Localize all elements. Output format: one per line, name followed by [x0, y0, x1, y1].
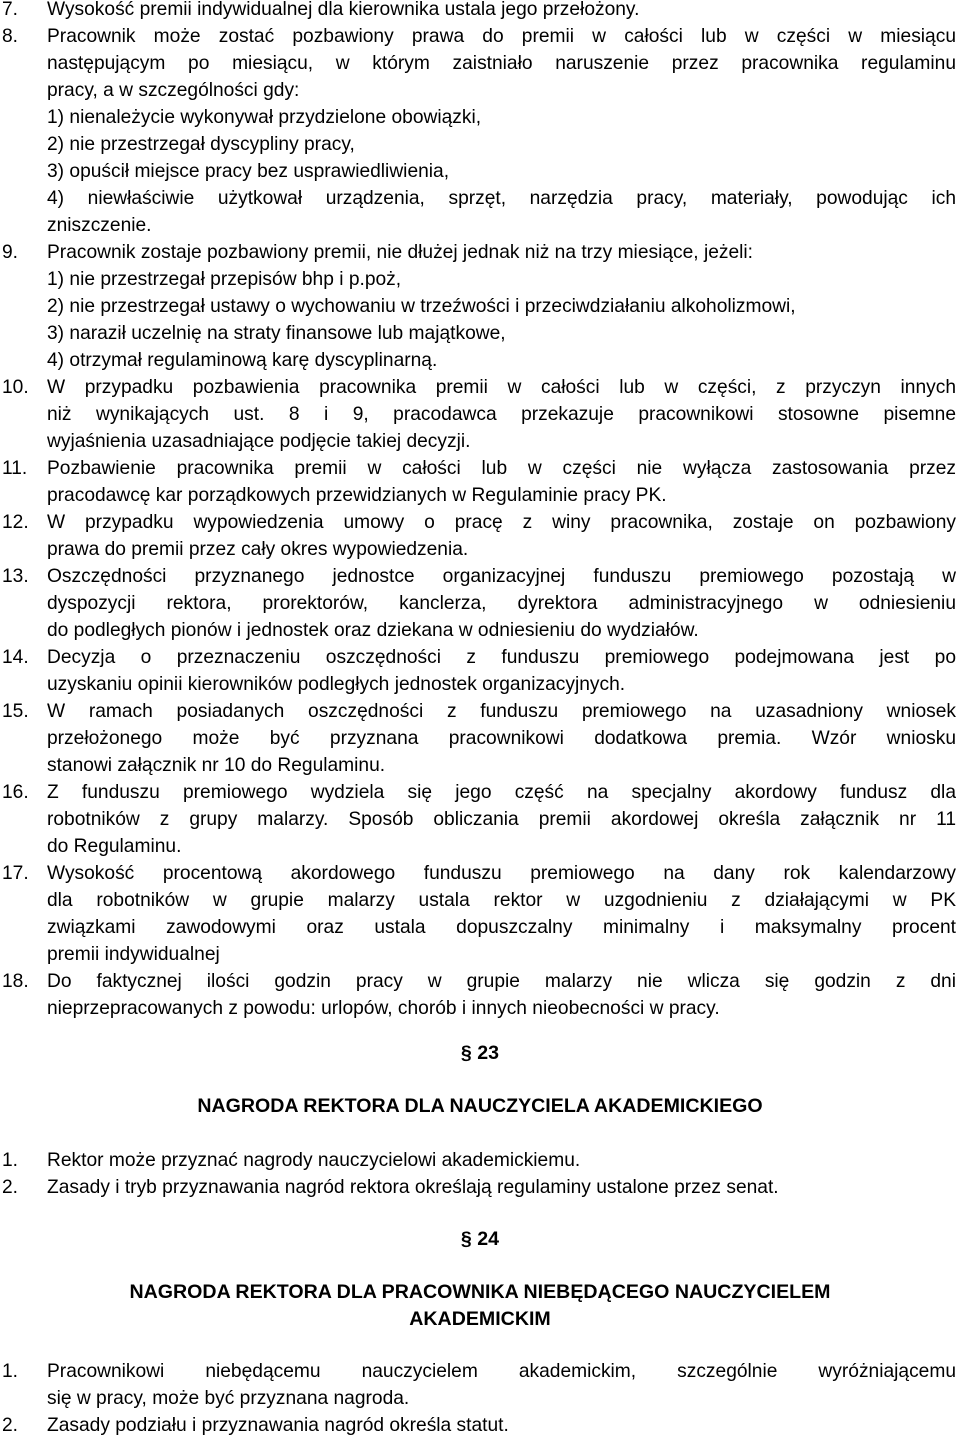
item-number: 2. — [2, 1415, 19, 1436]
paragraph-line — [0, 185, 960, 212]
item-text: Wysokość procentową akordowego funduszu premiowego na dany rok kalendarzowy — [47, 863, 956, 884]
section-24-heading-line-1: NAGRODA REKTORA DLA PRACOWNIKA NIEBĘDĄCEGO NAUCZYCIELEM — [129, 1281, 831, 1303]
paragraph-line — [0, 77, 960, 104]
item-text: W ramach posiadanych oszczędności z funduszu premiowego na uzasadniony wniosek — [47, 701, 956, 722]
item-text: przełożonego może być przyznana pracownikowi dodatkowa premia. Wzór wniosku — [47, 728, 956, 749]
paragraph-line — [0, 320, 960, 347]
paragraph-line — [0, 0, 960, 23]
item-text: następującym po miesiącu, w którym zaistniało naruszenie przez pracownika regulaminu — [47, 53, 956, 74]
section-24-item — [0, 1412, 960, 1439]
paragraph-line — [0, 779, 960, 806]
section-23-heading: NAGRODA REKTORA DLA NAUCZYCIELA AKADEMICKIEGO — [197, 1095, 763, 1117]
item-text: 2) nie przestrzegał ustawy o wychowaniu w trzeźwości i przeciwdziałaniu alkoholizmowi, — [47, 296, 796, 317]
section-23-symbol: § 23 — [460, 1042, 500, 1064]
paragraph-line — [0, 590, 960, 617]
paragraph-line — [0, 536, 960, 563]
item-text: Rektor może przyznać nagrody nauczycielowi akademickiemu. — [47, 1150, 581, 1171]
section-24-item — [0, 1358, 960, 1385]
item-text: 4) niewłaściwie użytkował urządzenia, sprzęt, narzędzia pracy, materiały, powodując ich — [47, 188, 956, 209]
item-number: 14. — [2, 647, 29, 668]
item-text: 4) otrzymał regulaminową karę dyscyplinarną. — [47, 350, 438, 371]
item-text: Pracownik zostaje pozbawiony premii, nie dłużej jednak niż na trzy miesiące, jeżeli: — [47, 242, 754, 263]
paragraph-line — [0, 293, 960, 320]
item-number: 12. — [2, 512, 29, 533]
item-text: 3) naraził uczelnię na straty finansowe lub majątkowe, — [47, 323, 506, 344]
paragraph-line — [0, 50, 960, 77]
item-text: Oszczędności przyznanego jednostce organizacyjnej funduszu premiowego pozostają w — [47, 566, 956, 587]
paragraph-line — [0, 941, 960, 968]
item-text: Do faktycznej ilości godzin pracy w grupie malarzy nie wlicza się godzin z dni — [47, 971, 956, 992]
item-text: się w pracy, może być przyznana nagroda. — [47, 1388, 410, 1409]
item-text: uzyskaniu opinii kierowników podległych jednostek organizacyjnych. — [47, 674, 626, 695]
paragraph-line — [0, 104, 960, 131]
item-number: 10. — [2, 377, 29, 398]
item-text: wyjaśnienia uzasadniające podjęcie takiej decyzji. — [47, 431, 471, 452]
paragraph-line — [0, 833, 960, 860]
paragraph-line — [0, 617, 960, 644]
paragraph-line — [0, 887, 960, 914]
item-text: W przypadku pozbawienia pracownika premii w całości lub w części, z przyczyn innych — [47, 377, 956, 398]
paragraph-line — [0, 401, 960, 428]
section-23-item — [0, 1147, 960, 1174]
item-number: 15. — [2, 701, 29, 722]
item-text: 3) opuścił miejsce pracy bez usprawiedliwienia, — [47, 161, 450, 182]
item-number: 17. — [2, 863, 29, 884]
item-text: Decyzja o przeznaczeniu oszczędności z funduszu premiowego podejmowana jest po — [47, 647, 956, 668]
item-text: Wysokość premii indywidualnej dla kierownika ustala jego przełożony. — [47, 0, 640, 20]
paragraph-line — [0, 374, 960, 401]
item-number: 11. — [2, 458, 28, 479]
paragraph-line — [0, 131, 960, 158]
paragraph-line — [0, 428, 960, 455]
paragraph-line — [0, 212, 960, 239]
paragraph-line — [0, 455, 960, 482]
item-number: 1. — [2, 1361, 19, 1382]
paragraph-line — [0, 482, 960, 509]
item-text: stanowi załącznik nr 10 do Regulaminu. — [47, 755, 386, 776]
paragraph-line — [0, 239, 960, 266]
item-text: Zasady podziału i przyznawania nagród określa statut. — [47, 1415, 509, 1436]
paragraph-line — [0, 347, 960, 374]
item-text: prawa do premii przez cały okres wypowiedzenia. — [47, 539, 469, 560]
item-text: 1) nie przestrzegał przepisów bhp i p.poż, — [47, 269, 402, 290]
item-text: premii indywidualnej — [47, 944, 220, 965]
paragraph-line — [0, 725, 960, 752]
paragraph-line — [0, 509, 960, 536]
paragraph-line — [0, 968, 960, 995]
paragraph-line — [0, 860, 960, 887]
paragraph-line — [0, 266, 960, 293]
item-number: 1. — [2, 1150, 19, 1171]
item-number: 18. — [2, 971, 29, 992]
paragraph-line — [0, 698, 960, 725]
paragraph-line — [0, 995, 960, 1022]
item-text: W przypadku wypowiedzenia umowy o pracę z winy pracownika, zostaje on pozbawiony — [47, 512, 956, 533]
item-text: robotników z grupy malarzy. Sposób obliczania premii akordowej określa załącznik nr 11 — [47, 809, 956, 830]
paragraph-line — [0, 914, 960, 941]
paragraph-line — [0, 23, 960, 50]
item-text: dla robotników w grupie malarzy ustala rektor w uzgodnieniu z działającymi w PK — [47, 890, 956, 911]
paragraph-line — [0, 671, 960, 698]
item-text: pracy, a w szczególności gdy: — [47, 80, 300, 101]
item-number: 16. — [2, 782, 29, 803]
paragraph-line — [0, 158, 960, 185]
item-number: 13. — [2, 566, 29, 587]
item-text: pracodawcę kar porządkowych przewidzianych w Regulaminie pracy PK. — [47, 485, 667, 506]
item-number: 8. — [2, 26, 19, 47]
section-24-symbol: § 24 — [460, 1228, 500, 1250]
item-number: 7. — [2, 0, 19, 20]
item-text: zniszczenie. — [47, 215, 152, 236]
item-number: 2. — [2, 1177, 19, 1198]
item-text: Pracownikowi niebędącemu nauczycielem akademickim, szczególnie wyróżniającemu — [47, 1361, 956, 1382]
item-text: do Regulaminu. — [47, 836, 182, 857]
item-text: związkami zawodowymi oraz ustala dopuszczalny minimalny i maksymalny procent — [47, 917, 956, 938]
paragraph-line — [0, 644, 960, 671]
paragraph-line — [0, 752, 960, 779]
item-text: niż wynikających ust. 8 i 9, pracodawca przekazuje pracownikowi stosowne pisemne — [47, 404, 956, 425]
item-text: Pracownik może zostać pozbawiony prawa do premii w całości lub w części w miesiącu — [47, 26, 956, 47]
item-text: Pozbawienie pracownika premii w całości lub w części nie wyłącza zastosowania przez — [47, 458, 956, 479]
item-text: nieprzepracowanych z powodu: urlopów, chorób i innych nieobecności w pracy. — [47, 998, 720, 1019]
section-24-heading-line-2: AKADEMICKIM — [409, 1308, 551, 1330]
item-text: do podległych pionów i jednostek oraz dziekana w odniesieniu do wydziałów. — [47, 620, 699, 641]
section-23-item — [0, 1174, 960, 1201]
section-24-item — [0, 1385, 960, 1412]
paragraph-line — [0, 563, 960, 590]
item-text: dyspozycji rektora, prorektorów, kanclerza, dyrektora administracyjnego w odniesieniu — [47, 593, 956, 614]
item-text: 1) nienależycie wykonywał przydzielone obowiązki, — [47, 107, 482, 128]
item-text: Zasady i tryb przyznawania nagród rektora określają regulaminy ustalone przez senat. — [47, 1177, 779, 1198]
paragraph-line — [0, 806, 960, 833]
item-number: 9. — [2, 242, 19, 263]
item-text: 2) nie przestrzegał dyscypliny pracy, — [47, 134, 355, 155]
item-text: Z funduszu premiowego wydziela się jego część na specjalny akordowy fundusz dla — [47, 782, 956, 803]
